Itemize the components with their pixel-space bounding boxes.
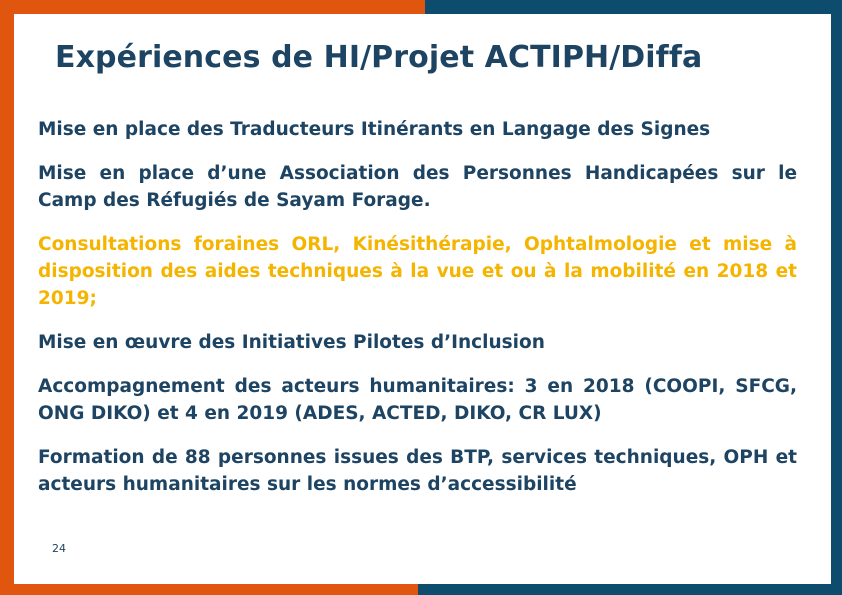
frame-left-orange — [0, 0, 14, 595]
frame-top-orange — [0, 0, 425, 14]
frame-right-blue — [831, 0, 842, 595]
frame-top-blue — [425, 0, 842, 14]
page-number: 24 — [52, 542, 66, 555]
list-item: Mise en place des Traducteurs Itinérants en Langage des Signes — [38, 119, 711, 140]
list-item: Mise en place d’une Association des Personnes Handicapées sur le Camp des Réfugiés de Sayam Forage. — [38, 163, 797, 211]
list-item: Accompagnement des acteurs humanitaires: 3 en 2018 (COOPI, SFCG, ONG DIKO) et 4 en 2019 (ADES, ACTED, DIKO, CR LUX) — [38, 376, 797, 424]
list-item: Formation de 88 personnes issues des BTP, services techniques, OPH et acteurs humanitaires sur les normes d’accessibilité — [38, 447, 797, 495]
frame-bottom-orange — [0, 584, 418, 595]
list-item-highlighted: Consultations foraines ORL, Kinésithérapie, Ophtalmologie et mise à disposition des aides techniques à la vue et ou à la mobilité en 2018 et 2019; — [38, 234, 797, 309]
bullet-list — [38, 116, 797, 515]
slide-title: Expériences de HI/Projet ACTIPH/Diffa — [55, 40, 703, 75]
list-item: Mise en œuvre des Initiatives Pilotes d’Inclusion — [38, 332, 545, 353]
frame-bottom-blue — [418, 584, 842, 595]
